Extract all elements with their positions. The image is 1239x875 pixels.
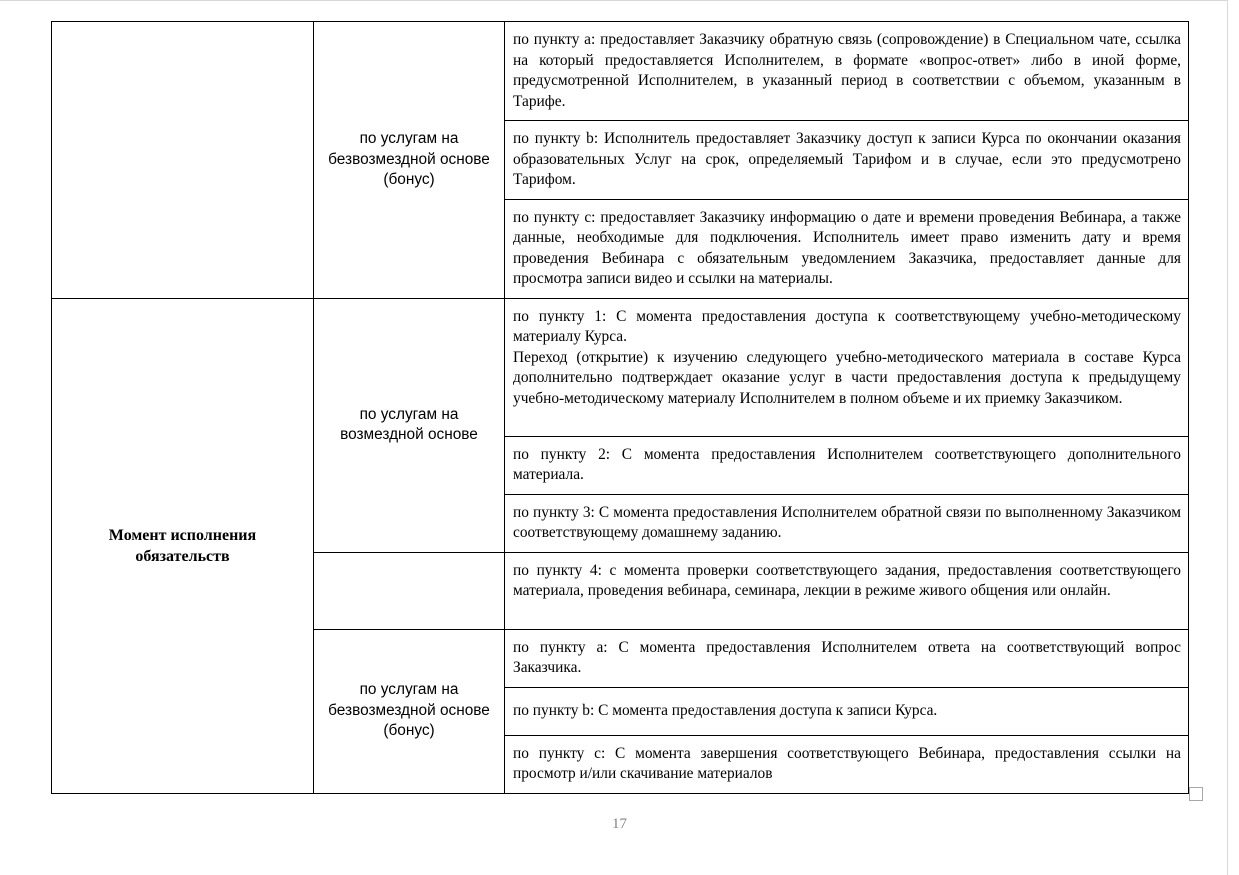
table-row <box>52 22 1189 121</box>
item-a-bonus-bottom: по пункту a: С момента предоставления Исполнителем ответа на соответствующий вопрос Заказчика. <box>505 629 1189 687</box>
item-c-bonus-top: по пункту c: предоставляет Заказчику информацию о дате и времени проведения Вебинара, а также данные, необходимые для подключения. Исполнитель имеет право изменить дату и время проведения Вебинара с обязательным уведомлением Заказчика, предоставляет данные для просмотра записи видео и ссылки на материалы. <box>505 199 1189 298</box>
item-1-paid <box>505 298 1189 436</box>
item-1-paid-line-1: по пункту 1: С момента предоставления доступа к соответствующему учебно-методическому материалу Курса. <box>513 307 1181 345</box>
table-row <box>52 298 1189 436</box>
item-b-bonus-bottom: по пункту b: С момента предоставления доступа к записи Курса. <box>505 687 1189 735</box>
item-2-paid: по пункту 2: С момента предоставления Исполнителем соответствующего дополнительного материала. <box>505 436 1189 494</box>
stage-label-bonus-top: по услугам на безвозмездной основе (бонус) <box>314 22 505 299</box>
obligation-moment-heading: Момент исполнения обязательств <box>52 298 314 793</box>
page-right-edge <box>1227 0 1228 875</box>
item-1-paid-line-2: Переход (открытие) к изучению следующего учебно-методического материала в составе Курса дополнительно подтверждает оказание услуг в части предоставления доступа к предыдущему учебно-методическому материалу Исполнителем в полном объеме и их приемку Заказчиком. <box>513 348 1181 407</box>
empty-heading-cell <box>52 22 314 299</box>
item-a-bonus-top: по пункту a: предоставляет Заказчику обратную связь (сопровождение) в Специальном чате, ссылка на который предоставляется Исполнителем, в формате «вопрос-ответ» либо в иной форме, предусмотренной Исполнителем, в указанный период в соответствии с объемом, указанным в Тарифе. <box>505 22 1189 121</box>
item-b-bonus-top: по пункту b: Исполнитель предоставляет Заказчику доступ к записи Курса по окончании оказания образовательных Услуг на срок, определяемый Тарифом и в случае, если это предусмотрено Тарифом. <box>505 121 1189 200</box>
item-4: по пункту 4: с момента проверки соответствующего задания, предоставления соответствующего материала, проведения вебинара, семинара, лекции в режиме живого общения или онлайн. <box>505 552 1189 629</box>
page-number: 17 <box>612 816 627 832</box>
stage-label-bonus-bottom: по услугам на безвозмездной основе (бонус) <box>314 629 505 793</box>
page-top-edge <box>0 0 1228 1</box>
item-c-bonus-bottom: по пункту c: С момента завершения соответствующего Вебинара, предоставления ссылки на просмотр и/или скачивание материалов <box>505 735 1189 793</box>
stage-label-paid: по услугам на возмездной основе <box>314 298 505 552</box>
obligations-table <box>51 21 1189 794</box>
item-3-paid: по пункту 3: С момента предоставления Исполнителем обратной связи по выполненному Заказчиком соответствующему домашнему заданию. <box>505 494 1189 552</box>
stage-label-unlabeled <box>314 552 505 629</box>
paragraph-end-marker <box>1189 787 1203 801</box>
